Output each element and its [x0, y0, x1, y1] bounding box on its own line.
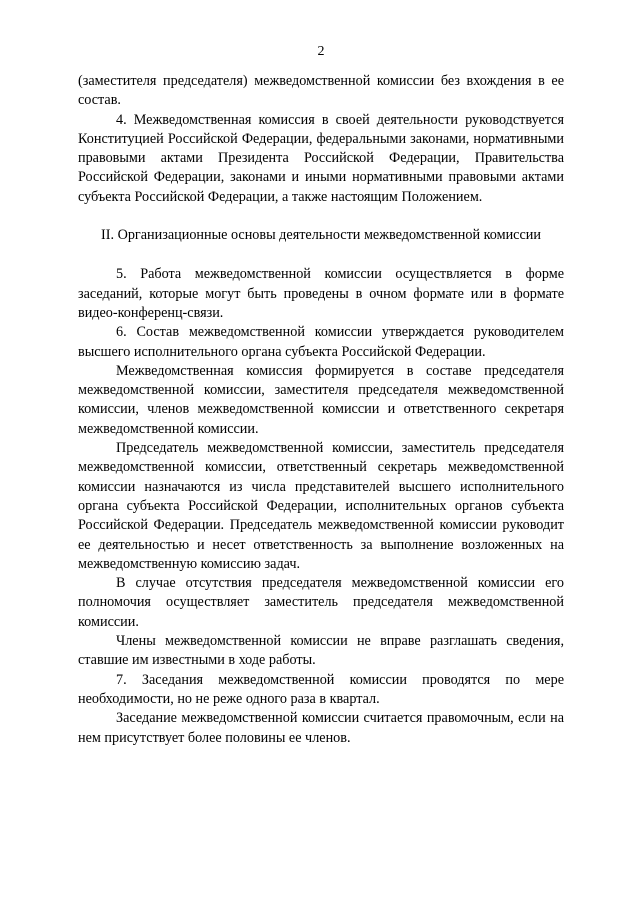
paragraph-item-5: 5. Работа межведомственной комиссии осуществляется в форме заседаний, которые могут быть проведены в очном формате или в формате видео-конференц-связи. — [78, 266, 564, 321]
paragraph-appointment: Председатель межведомственной комиссии, заместитель председателя межведомственной комиссии, ответственный секретарь межведомственной комиссии назначаются из числа представителей высшего исполнительного органа субъекта Российской Федерации, исполнительных органов субъекта Российской Федерации. Председатель межведомственной комиссии руководит ее деятельностью и несет ответственность за выполнение возложенных на межведомственную комиссию задач. — [78, 440, 564, 572]
document-page — [78, 0, 564, 905]
paragraph-item-4: 4. Межведомственная комиссия в своей деятельности руководствуется Конституцией Российской Федерации, федеральными законами, нормативными правовыми актами Президента Российской Федерации, Правительства Российской Федерации, законами и иными нормативными правовыми актами субъекта Российской Федерации, а также настоящим Положением. — [78, 111, 564, 205]
section-heading: II. Организационные основы деятельности межведомственной комиссии — [101, 227, 541, 244]
paragraph-confidentiality: Члены межведомственной комиссии не вправе разглашать сведения, ставшие им известными в ходе работы. — [78, 633, 564, 669]
paragraph-composition: Межведомственная комиссия формируется в составе председателя межведомственной комиссии, заместителя председателя межведомственной комиссии, членов межведомственной комиссии и ответственного секретаря межведомственной комиссии. — [78, 362, 564, 437]
paragraph-quorum: Заседание межведомственной комиссии считается правомочным, если на нем присутствует более половины ее членов. — [78, 710, 564, 746]
page-number: 2 — [317, 44, 325, 59]
paragraph-absence: В случае отсутствия председателя межведомственной комиссии его полномочия осуществляет заместитель председателя межведомственной комиссии. — [78, 575, 564, 630]
paragraph-continuation: (заместителя председателя) межведомственной комиссии без вхождения в ее состав. — [78, 73, 564, 109]
document-body — [78, 72, 564, 748]
paragraph-item-6: 6. Состав межведомственной комиссии утверждается руководителем высшего исполнительного органа субъекта Российской Федерации. — [78, 324, 564, 360]
paragraph-item-7: 7. Заседания межведомственной комиссии проводятся по мере необходимости, но не реже одного раза в квартал. — [78, 671, 564, 707]
